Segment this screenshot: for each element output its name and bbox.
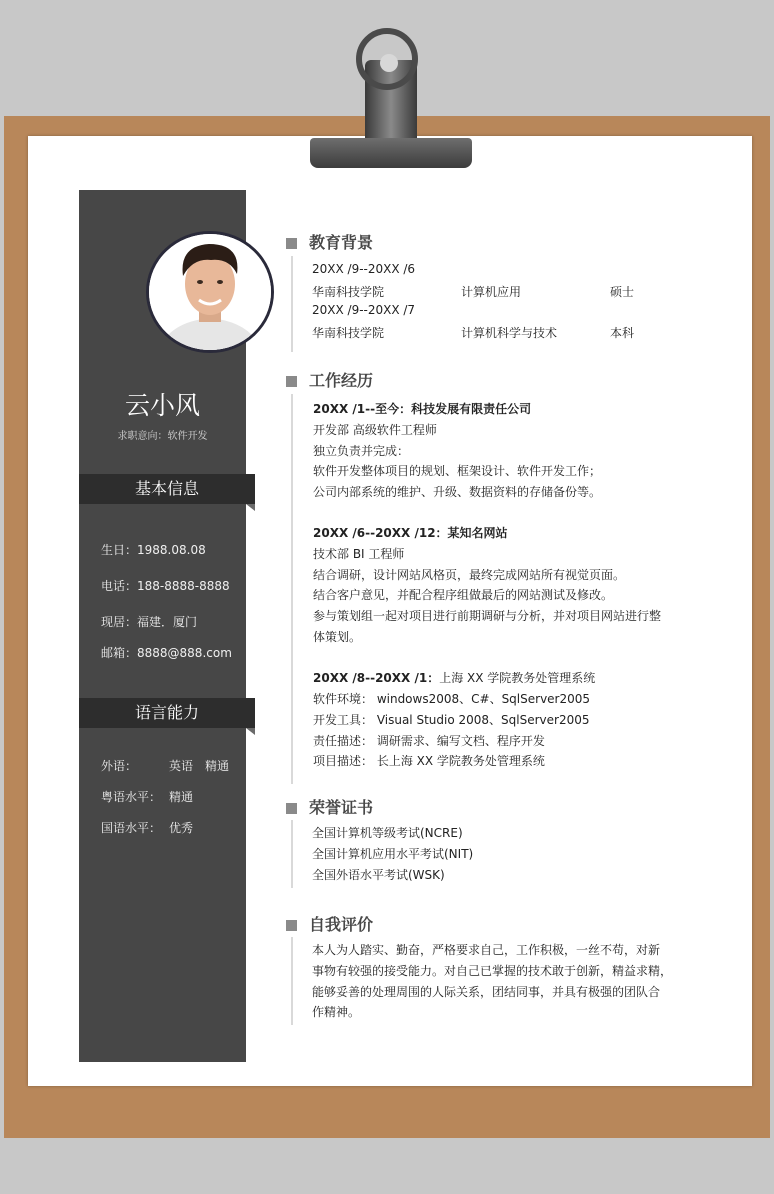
lang-label-mandarin: 国语水平： [101, 821, 162, 835]
honor-1: 全国计算机等级考试(NCRE) [312, 826, 463, 840]
job3-line-3: 责任描述： 调研需求、编写文档、程序开发 [313, 734, 545, 748]
edu-major-1: 计算机应用 [461, 285, 522, 299]
self-eval-divider [291, 937, 293, 1025]
edu-degree-2: 本科 [610, 326, 635, 340]
job2-title: 20XX /6--20XX /12：某知名网站 [313, 526, 508, 540]
avatar-portrait-icon [149, 234, 271, 350]
language-heading: 语言能力 [79, 698, 255, 728]
square-bullet-icon [286, 238, 297, 249]
basic-info-heading: 基本信息 [79, 474, 255, 504]
phone: 电话：188-8888-8888 [101, 579, 230, 593]
work-heading: 工作经历 [286, 368, 373, 391]
job2-line-3: 结合客户意见，并配合程序组做最后的网站测试及修改。 [313, 588, 614, 602]
job1-line-4: 公司内部系统的维护、升级、数据资料的存储备份等。 [313, 485, 602, 499]
residence: 现居：福建．厦门 [101, 615, 198, 629]
job2-line-5: 体策划。 [313, 630, 362, 644]
job1-line-1: 开发部 高级软件工程师 [313, 423, 437, 437]
lang-value-cantonese: 精通 [169, 790, 194, 804]
honor-3: 全国外语水平考试(WSK) [312, 868, 445, 882]
job3-line-1: 软件环境： windows2008、C#、SqlServer2005 [313, 692, 591, 706]
self-eval-line-4: 作精神。 [312, 1005, 361, 1019]
email: 邮箱：8888@888.com [101, 646, 232, 660]
job3-title: 20XX /8--20XX /1：上海 XX 学院教务处管理系统 [313, 671, 596, 685]
job3-line-4: 项目描述： 长上海 XX 学院教务处管理系统 [313, 754, 545, 768]
edu-period-2: 20XX /9--20XX /7 [312, 303, 416, 317]
square-bullet-icon [286, 376, 297, 387]
candidate-name: 云小风 [124, 391, 200, 420]
honor-2: 全国计算机应用水平考试(NIT) [312, 847, 474, 861]
square-bullet-icon [286, 920, 297, 931]
edu-school-1: 华南科技学院 [312, 285, 385, 299]
job2-line-1: 技术部 BI 工程师 [313, 547, 405, 561]
self-eval-line-3: 能够妥善的处理周围的人际关系，团结同事，并具有极强的团队合 [312, 985, 661, 999]
edu-major-2: 计算机科学与技术 [461, 326, 558, 340]
square-bullet-icon [286, 803, 297, 814]
work-divider [291, 394, 293, 784]
job2-line-2: 结合调研，设计网站风格页，最终完成网站所有视觉页面。 [313, 568, 626, 582]
edu-period-1: 20XX /9--20XX /6 [312, 262, 416, 276]
job-intent: 求职意向：软件开发 [117, 431, 208, 442]
self-eval-line-2: 事物有较强的接受能力。对自己已掌握的技术敢于创新，精益求精， [312, 964, 673, 978]
lang-value-mandarin: 优秀 [169, 821, 194, 835]
avatar [146, 231, 274, 353]
lang-label-foreign: 外语： [101, 759, 138, 773]
edu-degree-1: 硕士 [610, 285, 635, 299]
job2-line-4: 参与策划组一起对项目进行前期调研与分析，并对项目网站进行整 [313, 609, 662, 623]
education-divider [291, 256, 293, 352]
binder-clip [310, 138, 472, 168]
lang-value-foreign: 英语 精通 [169, 759, 230, 773]
job1-line-2: 独立负责并完成： [313, 444, 410, 458]
job3-line-2: 开发工具： Visual Studio 2008、SqlServer2005 [313, 713, 590, 727]
edu-school-2: 华南科技学院 [312, 326, 385, 340]
job1-title: 20XX /1--至今：科技发展有限责任公司 [313, 402, 532, 416]
self-eval-heading: 自我评价 [286, 912, 373, 935]
education-heading: 教育背景 [286, 230, 373, 253]
self-eval-line-1: 本人为人踏实、勤奋，严格要求自己，工作积极，一丝不苟，对新 [312, 943, 661, 957]
birthday: 生日：1988.08.08 [101, 543, 206, 557]
honors-heading: 荣誉证书 [286, 795, 373, 818]
job1-line-3: 软件开发整体项目的规划、框架设计、软件开发工作； [313, 464, 602, 478]
clip-hole [380, 54, 398, 72]
lang-label-cantonese: 粤语水平： [101, 790, 162, 804]
honors-divider [291, 820, 293, 888]
